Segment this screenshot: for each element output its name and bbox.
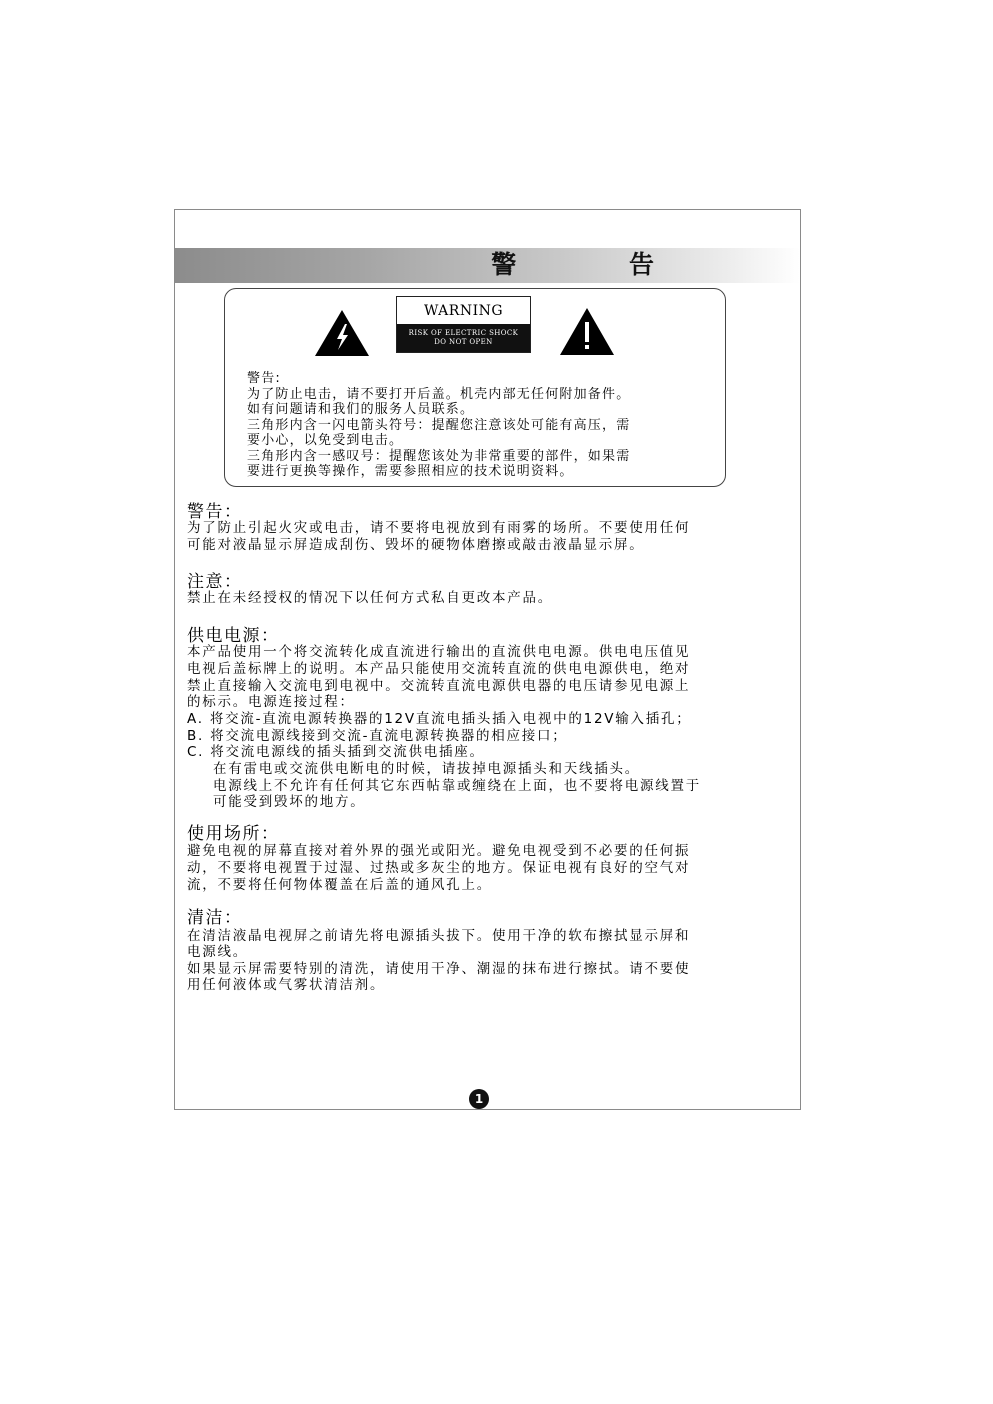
warning-box-line: 如有问题请和我们的服务人员联系。 xyxy=(247,402,475,417)
warning-box-line: 为了防止电击，请不要打开后盖。机壳内部无任何附加备件。 xyxy=(247,386,631,402)
body-line: 的标示。电源连接过程： xyxy=(187,694,355,710)
body-line: 如果显示屏需要特别的清洗，请使用干净、潮湿的抹布进行擦拭。请不要使 xyxy=(187,961,691,977)
warning-label-title: WARNING xyxy=(423,303,504,319)
warning-label-line2: DO NOT OPEN xyxy=(434,338,493,346)
section-heading-cleaning: 清洁： xyxy=(187,908,243,928)
body-line: A. 将交流-直流电源转换器的12V直流电插头插入电视中的12V输入插孔； xyxy=(187,711,692,727)
page-number: 1 xyxy=(469,1089,489,1109)
warning-box xyxy=(224,288,726,487)
body-line: 电源线。 xyxy=(187,944,248,960)
body-line: B. 将交流电源线接到交流-直流电源转换器的相应接口； xyxy=(187,728,568,744)
body-line: C. 将交流电源线的插头插到交流供电插座。 xyxy=(187,744,485,760)
warning-box-line: 警告: xyxy=(247,371,281,386)
body-line: 本产品使用一个将交流转化成直流进行输出的直流供电电源。供电电压值见 xyxy=(187,644,691,660)
section-heading-power: 供电电源： xyxy=(187,626,280,646)
warning-label-line1: RISK OF ELECTRIC SHOCK xyxy=(408,329,519,337)
body-line: 动，不要将电视置于过湿、过热或多灰尘的地方。保证电视有良好的空气对 xyxy=(187,860,691,876)
title-bar xyxy=(175,248,800,283)
warning-box-line: 要小心，以免受到电击。 xyxy=(247,433,404,448)
warning-label xyxy=(396,296,531,353)
section-heading-location: 使用场所： xyxy=(187,824,280,844)
body-line: 用任何液体或气雾状清洁剂。 xyxy=(187,977,386,993)
warning-label-caption xyxy=(397,324,530,352)
body-line: 避免电视的屏幕直接对着外界的强光或阳光。避免电视受到不必要的任何振 xyxy=(187,843,691,859)
body-line: 禁止直接输入交流电到电视中。交流转直流电源供电器的电压请参见电源上 xyxy=(187,678,691,694)
warning-box-text xyxy=(247,371,717,480)
body-line: 流，不要将任何物体覆盖在后盖的通风孔上。 xyxy=(187,877,492,893)
body-line: 在清洁液晶电视屏之前请先将电源插头拔下。使用干净的软布擦拭显示屏和 xyxy=(187,928,691,944)
section-heading-notice: 注意： xyxy=(187,572,243,592)
body-line: 禁止在未经授权的情况下以任何方式私自更改本产品。 xyxy=(187,590,553,606)
body-line-indent: 可能受到毁坏的地方。 xyxy=(213,794,366,810)
body-line-indent: 电源线上不允许有任何其它东西帖靠或缠绕在上面，也不要将电源线置于 xyxy=(213,778,701,794)
body-line-indent: 在有雷电或交流供电断电的时候，请拔掉电源插头和天线插头。 xyxy=(213,761,640,777)
page-title: 警 告 xyxy=(491,250,706,279)
body-line: 电视后盖标牌上的说明。本产品只能使用交流转直流的供电电源供电，绝对 xyxy=(187,661,691,677)
warning-box-line: 要进行更换等操作，需要参照相应的技术说明资料。 xyxy=(247,464,574,479)
warning-box-line: 三角形内含一感叹号：提醒您该处为非常重要的部件，如果需 xyxy=(247,448,631,464)
exclamation-warning-icon xyxy=(560,308,614,355)
lightning-warning-icon xyxy=(315,310,369,356)
section-heading-warning: 警告： xyxy=(187,502,243,522)
warning-box-line: 三角形内含一闪电箭头符号：提醒您注意该处可能有高压，需 xyxy=(247,417,631,433)
body-line: 为了防止引起火灾或电击，请不要将电视放到有雨雾的场所。不要使用任何 xyxy=(187,520,691,536)
body-line: 可能对液晶显示屏造成刮伤、毁坏的硬物体磨擦或敲击液晶显示屏。 xyxy=(187,537,645,553)
